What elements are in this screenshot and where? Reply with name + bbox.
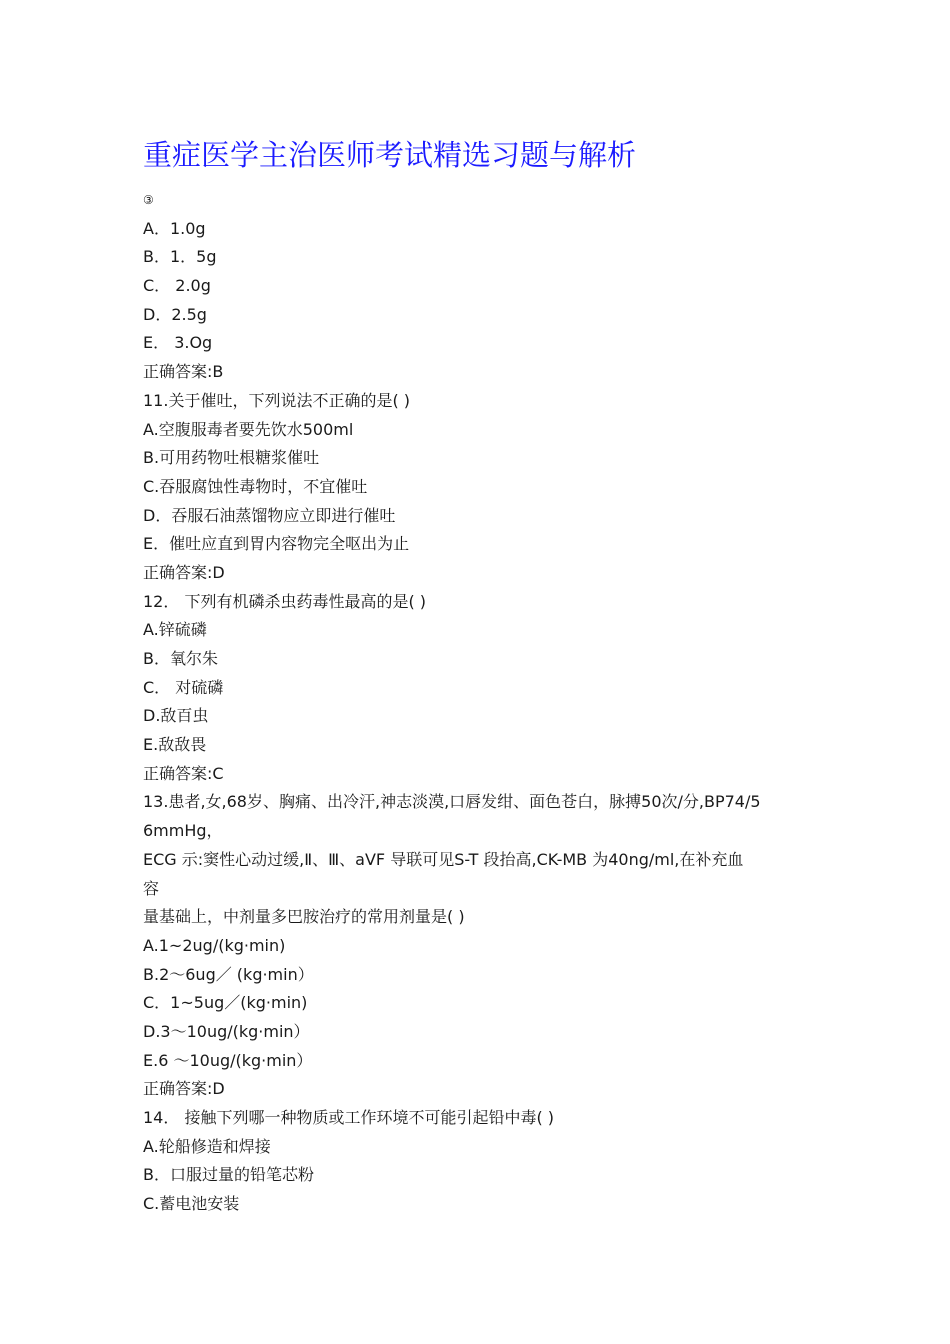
answer-line: 正确答案:D (143, 562, 225, 582)
text-line: B．1．5g (143, 247, 217, 267)
text-line: D．2.5g (143, 304, 207, 324)
text-line: B．氧尔朱 (143, 649, 218, 668)
text-line: ③ (143, 193, 154, 207)
document-title: 重症医学主治医师考试精选习题与解析 (143, 138, 637, 172)
text-line: C．1~5ug／(kg·min) (143, 993, 308, 1013)
text-line: C.吞服腐蚀性毒物时，不宜催吐 (143, 476, 368, 496)
text-line: B.可用药物吐根糖浆催吐 (143, 448, 320, 468)
text-line: E． 3.Og (143, 333, 213, 353)
question-line: 11.关于催吐，下列说法不正确的是( ) (143, 390, 411, 410)
text-line: ECG 示:窦性心动过缓,Ⅱ、Ⅲ、aVF 导联可见S-T 段抬高,CK-MB 为40ng/ml,在补充血 (143, 849, 744, 869)
text-line: C． 对硫磷 (143, 677, 224, 697)
question-line: 12． 下列有机磷杀虫药毒性最高的是( ) (143, 591, 427, 611)
answer-line: 正确答案:D (143, 1079, 225, 1099)
text-line: 量基础上，中剂量多巴胺治疗的常用剂量是( ) (143, 907, 465, 927)
text-line: D.敌百虫 (143, 706, 209, 726)
answer-line: 正确答案:C (143, 763, 224, 783)
text-line: A.轮船修造和焊接 (143, 1136, 271, 1156)
text-line: A.1~2ug/(kg·min) (143, 935, 286, 955)
text-line: E．催吐应直到胃内容物完全呕出为止 (143, 534, 410, 554)
text-line: D.3～10ug/(kg·min） (143, 1021, 310, 1041)
text-line: A.空腹服毒者要先饮水500ml (143, 419, 354, 439)
question-list (143, 186, 823, 1219)
answer-line: 正确答案:B (143, 362, 224, 382)
text-line: 容 (143, 878, 160, 898)
text-line: B.2～6ug／ (kg·min） (143, 964, 314, 984)
question-line: 14． 接触下列哪一种物质或工作环境不可能引起铅中毒( ) (143, 1108, 555, 1127)
text-line: D．吞服石油蒸馏物应立即进行催吐 (143, 505, 396, 525)
text-line: C.蓄电池安装 (143, 1194, 240, 1214)
question-line: 13.患者,女,68岁、胸痛、出冷汗,神志淡漠,口唇发绀、面色苍白，脉搏50次/分,BP74/5 (143, 792, 761, 812)
text-line: A.锌硫磷 (143, 620, 207, 640)
text-line: B．口服过量的铅笔芯粉 (143, 1165, 314, 1185)
text-line: E.敌敌畏 (143, 735, 207, 755)
text-line: 6mmHg， (143, 821, 223, 841)
text-line: E.6 ～10ug/(kg·min） (143, 1050, 313, 1070)
text-line: C． 2.0g (143, 276, 211, 296)
text-line: A．1.0g (143, 218, 206, 238)
